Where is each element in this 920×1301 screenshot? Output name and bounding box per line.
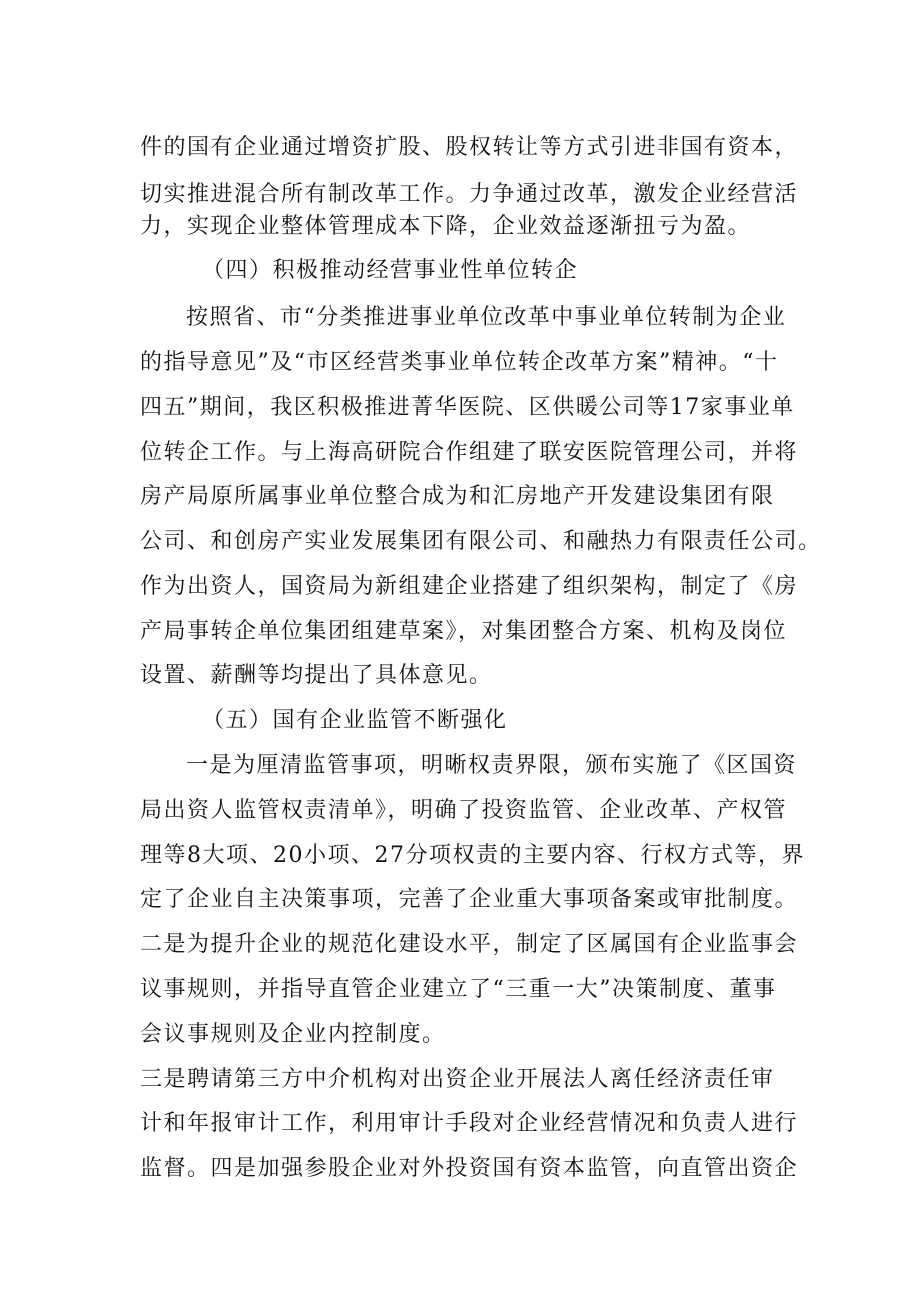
paragraph-line: 产局事转企单位集团组建草案》，对集团整合方案、机构及岗位 (140, 619, 788, 644)
paragraph-line: 按照省、市“分类推进事业单位改革中事业单位转制为企业 (186, 305, 787, 330)
paragraph-line: 理等8大项、20小项、27分项权责的主要内容、行权方式等，界 (140, 843, 805, 868)
paragraph-line: 议事规则，并指导直管企业建立了“三重一大”决策制度、董事 (140, 977, 777, 1002)
paragraph-line: 监督。四是加强参股企业对外投资国有资本监管，向直管出资企 (140, 1156, 799, 1181)
paragraph-line: 局出资人监管权责清单》，明确了投资监管、企业改革、产权管 (140, 798, 788, 823)
paragraph-line: 位转企工作。与上海高研院合作组建了联安医院管理公司，并将 (140, 440, 799, 465)
paragraph-line: 计和年报审计工作，利用审计手段对企业经营情况和负责人进行 (140, 1111, 799, 1136)
paragraph-line: 设置、薪酬等均提出了具体意见。 (140, 663, 493, 688)
paragraph-line: 力，实现企业整体管理成本下降，企业效益逐渐扭亏为盈。 (140, 214, 752, 239)
paragraph-line: 作为出资人，国资局为新组建企业搭建了组织架构，制定了《房 (140, 574, 799, 599)
paragraph-line: 公司、和创房产实业发展集团有限公司、和融热力有限责任公司。 (140, 529, 822, 554)
paragraph-line: 三是聘请第三方中介机构对出资企业开展法人离任经济责任审 (140, 1067, 775, 1092)
paragraph-line: 件的国有企业通过增资扩股、股权转让等方式引进非国有资本， (140, 135, 799, 160)
paragraph-line: 四五”期间，我区积极推进菁华医院、区供暖公司等17家事业单 (140, 395, 795, 420)
paragraph-line: 会议事规则及企业内控制度。 (140, 1022, 446, 1047)
paragraph-line: 的指导意见”及“市区经营类事业单位转企改革方案”精神。“十 (140, 350, 779, 375)
paragraph-line: 二是为提升企业的规范化建设水平，制定了区属国有企业监事会 (140, 932, 799, 957)
paragraph-line: 房产局原所属事业单位整合成为和汇房地产开发建设集团有限 (140, 484, 775, 509)
section-heading: （五）国有企业监管不断强化 (202, 708, 508, 733)
paragraph-line: 一是为厘清监管事项，明晰权责界限，颁布实施了《区国资 (186, 753, 798, 778)
section-heading: （四）积极推动经营事业性单位转企 (202, 258, 579, 283)
paragraph-line: 定了企业自主决策事项，完善了企业重大事项备案或审批制度。 (140, 887, 799, 912)
paragraph-line: 切实推进混合所有制改革工作。力争通过改革，激发企业经营活 (140, 182, 799, 207)
